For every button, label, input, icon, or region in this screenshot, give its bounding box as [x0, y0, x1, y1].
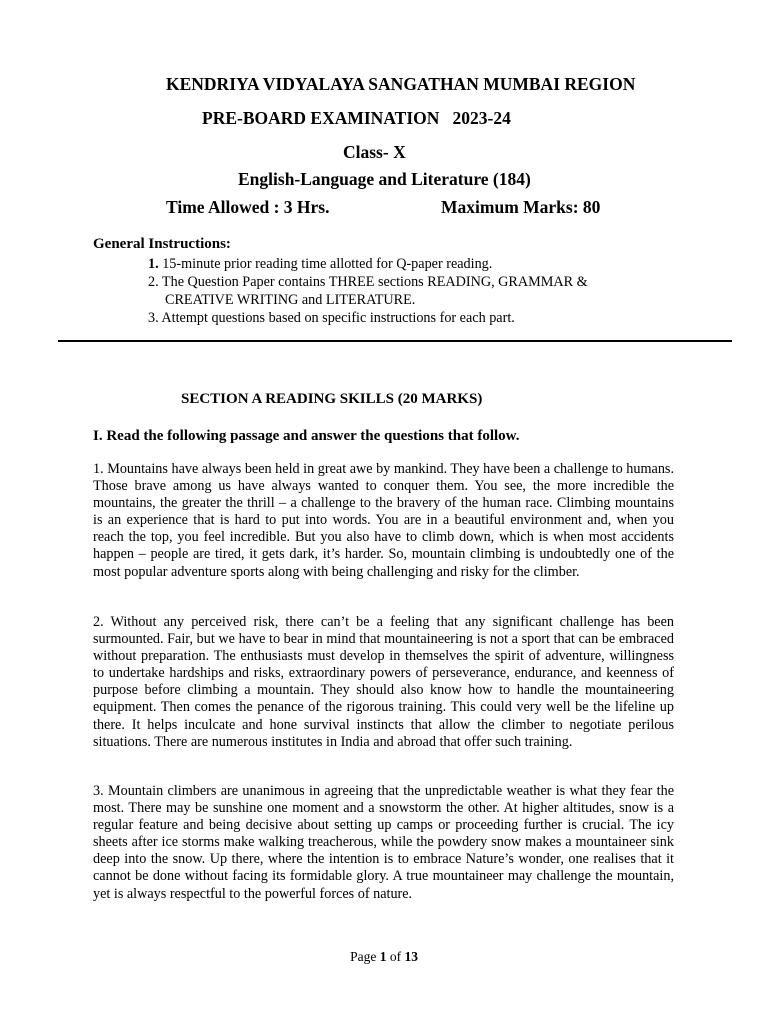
general-instructions-title: General Instructions:	[93, 236, 231, 252]
instruction-number: 2.	[148, 274, 159, 290]
instruction-text: The Question Paper contains THREE sections READING, GRAMMAR &	[158, 274, 588, 290]
page-total: 13	[404, 949, 418, 964]
instruction-number: 3.	[148, 310, 159, 326]
maximum-marks: Maximum Marks: 80	[441, 197, 601, 217]
class-heading: Class- X	[343, 142, 406, 162]
instruction-text: Attempt questions based on specific instructions for each part.	[158, 310, 515, 326]
organization-heading: KENDRIYA VIDYALAYA SANGATHAN MUMBAI REGION	[166, 74, 636, 94]
instruction-continuation: CREATIVE WRITING and LITERATURE.	[165, 292, 416, 308]
instruction-item	[148, 255, 668, 273]
instruction-text: 15-minute prior reading time allotted for Q-paper reading.	[158, 256, 493, 272]
passage-paragraph: 3. Mountain climbers are unanimous in agreeing that the unpredictable weather is what they fear the most. There may be sunshine one moment and a snowstorm the other. At higher altitudes, snow is a regular feature and being decisive about setting up camps or proceeding further is crucial. The icy sheets after ice storms make walking treacherous, while the powdery snow makes a mountaineer sink deep into the snow. Up there, where the intention is to embrace Nature’s wonder, one realises that it cannot be done without facing its formidable glory. A true mountaineer may challenge the mountain, yet is always respectful to the powerful forces of nature.	[93, 783, 674, 902]
page-footer	[0, 949, 768, 965]
page-of: of	[386, 949, 405, 964]
general-instructions-list	[148, 255, 668, 327]
question-title: I. Read the following passage and answer the questions that follow.	[93, 428, 520, 444]
instruction-item	[148, 273, 668, 291]
instruction-item	[148, 309, 668, 327]
page-current: 1	[379, 949, 387, 964]
exam-heading: PRE-BOARD EXAMINATION 2023-24	[202, 108, 511, 128]
section-title: SECTION A READING SKILLS (20 MARKS)	[181, 391, 483, 407]
instruction-number: 1.	[148, 256, 159, 272]
passage-paragraph: 2. Without any perceived risk, there can’t be a feeling that any significant challenge has been surmounted. Fair, but we have to bear in mind that mountaineering is not a sport that can be embraced without preparation. The enthusiasts must develop in themselves the spirit of adventure, willingness to undertake hardships and risks, extraordinary powers of perseverance, endurance, and keenness of purpose before climbing a mountain. They should also know how to handle the mountaineering equipment. Then comes the penance of the rigorous training. This could very well be the lifeline up there. It helps inculcate and hone survival instincts that allow the climber to negotiate perilous situations. There are numerous institutes in India and abroad that offer such training.	[93, 614, 674, 750]
passage-paragraph: 1. Mountains have always been held in great awe by mankind. They have been a challenge to humans. Those brave among us have always wanted to conquer them. You see, the more incredible the mountains, the greater the thrill – a challenge to the bravery of the human race. Climbing mountains is an experience that is hard to put into words. You are in a beautiful environment and, when you reach the top, you feel incredible. But you also have to climb down, which is when most accidents happen – people are tired, it gets dark, it’s harder. So, mountain climbing is undoubtedly one of the most popular adventure sports along with being challenging and risky for the climber.	[93, 461, 674, 580]
subject-heading: English-Language and Literature (184)	[238, 169, 531, 189]
time-allowed: Time Allowed : 3 Hrs.	[166, 197, 330, 217]
page-label: Page	[350, 949, 380, 964]
horizontal-divider	[58, 340, 732, 342]
